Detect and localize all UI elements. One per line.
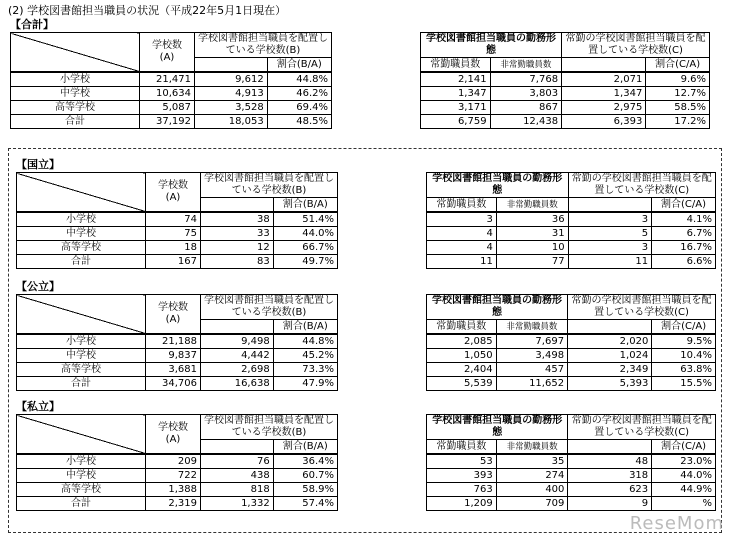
data-cell: 75: [146, 227, 201, 241]
data-cell: 2,404: [427, 363, 497, 377]
data-cell: 44.0%: [652, 469, 716, 483]
row-label: 小学校: [17, 454, 146, 469]
schools-table: [16, 294, 338, 391]
section-1: [16, 158, 716, 267]
data-cell: 9,498: [201, 334, 274, 349]
table-row: [427, 334, 716, 349]
data-cell: 60.7%: [273, 469, 337, 483]
blank-cell: [201, 198, 274, 213]
data-cell: 3,171: [421, 101, 491, 115]
assigned-header: 学校図書館担当職員を配置している学校数(B): [201, 173, 338, 198]
table-row: [17, 227, 338, 241]
section-0: [10, 18, 710, 127]
employment-table: [426, 172, 716, 269]
employment-table: [420, 32, 710, 129]
row-label: 合計: [17, 255, 146, 269]
section-label: 【合計】: [10, 18, 54, 31]
data-cell: 44.8%: [273, 334, 337, 349]
data-cell: 400: [496, 483, 568, 497]
data-cell: 1,209: [427, 497, 497, 511]
data-cell: 4,442: [201, 349, 274, 363]
fulltime-header: 常勤職員数: [427, 320, 497, 335]
table-row: [17, 497, 338, 511]
data-cell: 1,024: [568, 349, 652, 363]
blank-cell: [195, 58, 268, 73]
data-cell: %: [652, 497, 716, 511]
data-cell: 48: [568, 454, 652, 469]
row-label: 中学校: [17, 227, 146, 241]
data-cell: 74: [146, 212, 201, 227]
employment-table: [426, 294, 716, 391]
data-cell: 51.4%: [273, 212, 337, 227]
data-cell: 49.7%: [273, 255, 337, 269]
table-row: [427, 469, 716, 483]
table-row: [17, 334, 338, 349]
data-cell: 57.4%: [273, 497, 337, 511]
parttime-header: 非常勤職員数: [496, 198, 568, 213]
diagonal-header-cell: [17, 415, 146, 455]
fulltime-schools-header: 常勤の学校図書館担当職員を配置している学校数(C): [568, 415, 716, 440]
section-label: 【公立】: [16, 280, 60, 293]
table-row: [17, 241, 338, 255]
blank-cell: [201, 440, 274, 455]
data-cell: 12.7%: [646, 87, 710, 101]
data-cell: 23.0%: [652, 454, 716, 469]
data-cell: 3: [568, 241, 651, 255]
fulltime-header: 常勤職員数: [427, 440, 497, 455]
data-cell: 763: [427, 483, 497, 497]
table-row: [427, 483, 716, 497]
data-cell: 6,393: [562, 115, 646, 129]
data-cell: 393: [427, 469, 497, 483]
data-cell: 10.4%: [652, 349, 716, 363]
data-cell: 4: [427, 241, 497, 255]
data-cell: 47.9%: [273, 377, 337, 391]
diagonal-header-cell: [17, 173, 146, 213]
table-row: [427, 227, 716, 241]
data-cell: 2,071: [562, 72, 646, 87]
section-3: [16, 400, 716, 509]
row-label: 高等学校: [17, 483, 146, 497]
data-cell: 438: [201, 469, 274, 483]
data-cell: 9.6%: [646, 72, 710, 87]
data-cell: 3,528: [195, 101, 268, 115]
data-cell: 2,085: [427, 334, 497, 349]
data-cell: 45.2%: [273, 349, 337, 363]
data-cell: 457: [496, 363, 567, 377]
data-cell: 11: [427, 255, 497, 269]
diagonal-header-cell: [11, 33, 140, 73]
ratio-ba-header: 割合(B/A): [273, 320, 337, 335]
table-row: [427, 212, 716, 227]
data-cell: 722: [146, 469, 201, 483]
data-cell: 2,975: [562, 101, 646, 115]
blank-cell: [568, 198, 651, 213]
watermark-logo: ReseMom: [629, 513, 724, 534]
data-cell: 44.9%: [652, 483, 716, 497]
schools-table: [16, 172, 338, 269]
table-row: [427, 497, 716, 511]
data-cell: 9,612: [195, 72, 268, 87]
table-row: [11, 115, 332, 129]
data-cell: 3: [427, 212, 497, 227]
ratio-ba-header: 割合(B/A): [267, 58, 331, 73]
data-cell: 21,471: [140, 72, 195, 87]
data-cell: 17.2%: [646, 115, 710, 129]
data-cell: 83: [201, 255, 274, 269]
row-label: 合計: [11, 115, 140, 129]
ratio-ca-header: 割合(C/A): [652, 320, 716, 335]
data-cell: 2,698: [201, 363, 274, 377]
data-cell: 6,759: [421, 115, 491, 129]
section-label: 【私立】: [16, 400, 60, 413]
schools-header: 学校数 (A): [146, 173, 201, 213]
data-cell: 15.5%: [652, 377, 716, 391]
data-cell: 9: [568, 497, 652, 511]
row-label: 高等学校: [17, 363, 146, 377]
table-row: [421, 101, 710, 115]
data-cell: 77: [496, 255, 568, 269]
ratio-ca-header: 割合(C/A): [652, 440, 716, 455]
data-cell: 33: [201, 227, 274, 241]
row-label: 合計: [17, 377, 146, 391]
schools-header: 学校数 (A): [146, 415, 201, 455]
row-label: 中学校: [17, 469, 146, 483]
ratio-ba-header: 割合(B/A): [273, 440, 337, 455]
data-cell: 274: [496, 469, 568, 483]
data-cell: 4,913: [195, 87, 268, 101]
table-row: [17, 377, 338, 391]
assigned-header: 学校図書館担当職員を配置している学校数(B): [195, 33, 332, 58]
ratio-ca-header: 割合(C/A): [652, 198, 716, 213]
data-cell: 9,837: [146, 349, 201, 363]
table-row: [17, 454, 338, 469]
data-cell: 66.7%: [273, 241, 337, 255]
table-row: [427, 377, 716, 391]
parttime-header: 非常勤職員数: [490, 58, 561, 73]
data-cell: 11,652: [496, 377, 567, 391]
data-cell: 3,681: [146, 363, 201, 377]
data-cell: 36.4%: [273, 454, 337, 469]
table-row: [427, 241, 716, 255]
fulltime-header: 常勤職員数: [427, 198, 497, 213]
fulltime-schools-header: 常勤の学校図書館担当職員を配置している学校数(C): [568, 173, 715, 198]
data-cell: 318: [568, 469, 652, 483]
data-cell: 867: [490, 101, 561, 115]
table-row: [421, 72, 710, 87]
schools-table: [16, 414, 338, 511]
data-cell: 4.1%: [652, 212, 716, 227]
data-cell: 31: [496, 227, 568, 241]
blank-cell: [568, 440, 652, 455]
parttime-header: 非常勤職員数: [496, 320, 567, 335]
data-cell: 2,141: [421, 72, 491, 87]
blank-cell: [568, 320, 652, 335]
data-cell: 2,349: [568, 363, 652, 377]
table-row: [11, 87, 332, 101]
row-label: 高等学校: [17, 241, 146, 255]
row-label: 中学校: [11, 87, 140, 101]
data-cell: 818: [201, 483, 274, 497]
data-cell: 5: [568, 227, 651, 241]
parttime-header: 非常勤職員数: [496, 440, 568, 455]
row-label: 小学校: [11, 72, 140, 87]
section-2: [16, 280, 716, 389]
table-row: [11, 72, 332, 87]
data-cell: 7,768: [490, 72, 561, 87]
diagonal-header-cell: [17, 295, 146, 335]
row-label: 小学校: [17, 334, 146, 349]
data-cell: 21,188: [146, 334, 201, 349]
table-row: [17, 212, 338, 227]
data-cell: 69.4%: [267, 101, 331, 115]
data-cell: 38: [201, 212, 274, 227]
table-row: [421, 87, 710, 101]
table-row: [427, 255, 716, 269]
schools-header: 学校数 (A): [140, 33, 195, 73]
schools-table: [10, 32, 332, 129]
employment-header: 学校図書館担当職員の勤務形態: [421, 33, 562, 58]
data-cell: 34,706: [146, 377, 201, 391]
assigned-header: 学校図書館担当職員を配置している学校数(B): [201, 295, 338, 320]
data-cell: 6.7%: [652, 227, 716, 241]
ratio-ba-header: 割合(B/A): [273, 198, 337, 213]
table-row: [17, 483, 338, 497]
row-label: 合計: [17, 497, 146, 511]
data-cell: 16,638: [201, 377, 274, 391]
data-cell: 46.2%: [267, 87, 331, 101]
employment-header: 学校図書館担当職員の勤務形態: [427, 415, 568, 440]
assigned-header: 学校図書館担当職員を配置している学校数(B): [201, 415, 338, 440]
data-cell: 10,634: [140, 87, 195, 101]
data-cell: 10: [496, 241, 568, 255]
employment-header: 学校図書館担当職員の勤務形態: [427, 173, 569, 198]
ratio-ca-header: 割合(C/A): [646, 58, 710, 73]
data-cell: 58.5%: [646, 101, 710, 115]
table-row: [427, 349, 716, 363]
table-row: [427, 454, 716, 469]
fulltime-header: 常勤職員数: [421, 58, 491, 73]
data-cell: 1,347: [421, 87, 491, 101]
blank-cell: [201, 320, 274, 335]
data-cell: 209: [146, 454, 201, 469]
data-cell: 36: [496, 212, 568, 227]
data-cell: 709: [496, 497, 568, 511]
data-cell: 76: [201, 454, 274, 469]
data-cell: 9.5%: [652, 334, 716, 349]
row-label: 小学校: [17, 212, 146, 227]
data-cell: 5,087: [140, 101, 195, 115]
data-cell: 11: [568, 255, 651, 269]
data-cell: 2,319: [146, 497, 201, 511]
data-cell: 48.5%: [267, 115, 331, 129]
data-cell: 35: [496, 454, 568, 469]
data-cell: 6.6%: [652, 255, 716, 269]
data-cell: 1,388: [146, 483, 201, 497]
data-cell: 2,020: [568, 334, 652, 349]
data-cell: 3,498: [496, 349, 567, 363]
fulltime-schools-header: 常勤の学校図書館担当職員を配置している学校数(C): [568, 295, 716, 320]
table-row: [17, 469, 338, 483]
fulltime-schools-header: 常勤の学校図書館担当職員を配置している学校数(C): [562, 33, 710, 58]
schools-header: 学校数 (A): [146, 295, 201, 335]
data-cell: 5,539: [427, 377, 497, 391]
data-cell: 44.8%: [267, 72, 331, 87]
table-row: [17, 255, 338, 269]
data-cell: 18,053: [195, 115, 268, 129]
data-cell: 53: [427, 454, 497, 469]
table-row: [421, 115, 710, 129]
employment-table: [426, 414, 716, 511]
data-cell: 4: [427, 227, 497, 241]
data-cell: 12,438: [490, 115, 561, 129]
data-cell: 1,332: [201, 497, 274, 511]
section-label: 【国立】: [16, 158, 60, 171]
data-cell: 1,347: [562, 87, 646, 101]
table-row: [17, 363, 338, 377]
page-title: (2) 学校図書館担当職員の状況（平成22年5月1日現在）: [8, 4, 287, 17]
data-cell: 623: [568, 483, 652, 497]
employment-header: 学校図書館担当職員の勤務形態: [427, 295, 568, 320]
data-cell: 3,803: [490, 87, 561, 101]
data-cell: 73.3%: [273, 363, 337, 377]
data-cell: 7,697: [496, 334, 567, 349]
data-cell: 16.7%: [652, 241, 716, 255]
data-cell: 12: [201, 241, 274, 255]
data-cell: 44.0%: [273, 227, 337, 241]
data-cell: 1,050: [427, 349, 497, 363]
table-row: [427, 363, 716, 377]
row-label: 中学校: [17, 349, 146, 363]
data-cell: 3: [568, 212, 651, 227]
blank-cell: [562, 58, 646, 73]
table-row: [17, 349, 338, 363]
data-cell: 37,192: [140, 115, 195, 129]
data-cell: 5,393: [568, 377, 652, 391]
data-cell: 63.8%: [652, 363, 716, 377]
data-cell: 167: [146, 255, 201, 269]
table-row: [11, 101, 332, 115]
data-cell: 58.9%: [273, 483, 337, 497]
data-cell: 18: [146, 241, 201, 255]
row-label: 高等学校: [11, 101, 140, 115]
